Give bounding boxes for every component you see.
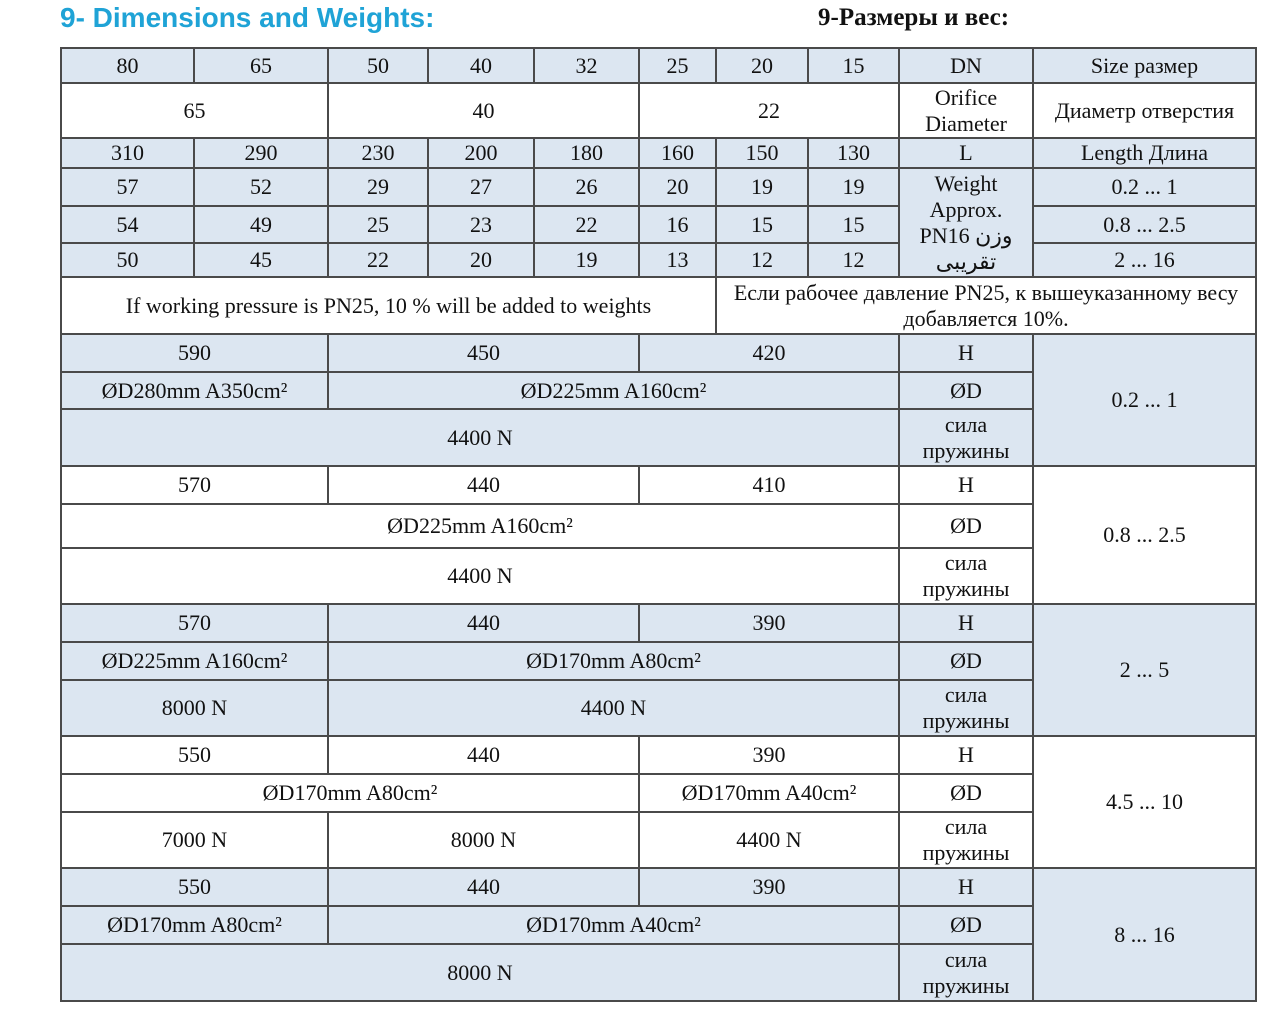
- h-cell: 420: [639, 334, 899, 372]
- weight-cell: 57: [61, 168, 194, 206]
- length-cell: 130: [808, 138, 899, 168]
- table-row-length: [61, 138, 1256, 168]
- row-label-h: H: [899, 334, 1033, 372]
- length-cell: 290: [194, 138, 328, 168]
- h-cell: 440: [328, 604, 639, 642]
- column-header-size: Size размер: [1033, 48, 1256, 83]
- table-row-h: [61, 466, 1256, 504]
- od-cell: ØD170mm A80cm²: [61, 774, 639, 812]
- weight-cell: 26: [534, 168, 639, 206]
- weight-cell: 16: [639, 206, 716, 243]
- weight-cell: 13: [639, 243, 716, 277]
- weight-cell: 19: [534, 243, 639, 277]
- h-cell: 390: [639, 604, 899, 642]
- spring-cell: 8000 N: [61, 680, 328, 736]
- weight-cell: 27: [428, 168, 534, 206]
- h-cell: 440: [328, 868, 639, 906]
- h-cell: 550: [61, 868, 328, 906]
- row-label-h: H: [899, 736, 1033, 774]
- h-cell: 440: [328, 736, 639, 774]
- spring-cell: 7000 N: [61, 812, 328, 868]
- weight-size-range: 2 ... 16: [1033, 243, 1256, 277]
- weight-cell: 23: [428, 206, 534, 243]
- block-size-range: 2 ... 5: [1033, 604, 1256, 736]
- weight-cell: 29: [328, 168, 428, 206]
- h-cell: 440: [328, 466, 639, 504]
- od-cell: ØD170mm A80cm²: [328, 642, 899, 680]
- dn-cell: 25: [639, 48, 716, 83]
- weight-cell: 50: [61, 243, 194, 277]
- h-cell: 410: [639, 466, 899, 504]
- orifice-size-label: Диаметр отверстия: [1033, 83, 1256, 138]
- table-row-weight: [61, 243, 1256, 277]
- block-size-range: 8 ... 16: [1033, 868, 1256, 1001]
- dn-cell: 20: [716, 48, 808, 83]
- block-size-range: 0.8 ... 2.5: [1033, 466, 1256, 604]
- weight-cell: 22: [534, 206, 639, 243]
- row-label-h: H: [899, 604, 1033, 642]
- length-cell: 160: [639, 138, 716, 168]
- row-label-od: ØD: [899, 642, 1033, 680]
- table-row-note: [61, 277, 1256, 334]
- weight-cell: 52: [194, 168, 328, 206]
- od-cell: ØD280mm A350cm²: [61, 372, 328, 409]
- row-label-spring: сила пружины: [899, 680, 1033, 736]
- orifice-cell: 22: [639, 83, 899, 138]
- spring-cell: 4400 N: [61, 548, 899, 604]
- row-label-spring: сила пружины: [899, 812, 1033, 868]
- weight-cell: 15: [716, 206, 808, 243]
- spring-cell: 8000 N: [61, 944, 899, 1001]
- row-label-od: ØD: [899, 906, 1033, 944]
- row-label-od: ØD: [899, 774, 1033, 812]
- h-cell: 390: [639, 868, 899, 906]
- weight-cell: 19: [716, 168, 808, 206]
- weight-size-range: 0.2 ... 1: [1033, 168, 1256, 206]
- length-cell: 200: [428, 138, 534, 168]
- table-row-dn: [61, 48, 1256, 83]
- dn-cell: 50: [328, 48, 428, 83]
- block-size-range: 4.5 ... 10: [1033, 736, 1256, 868]
- row-label-spring: сила пружины: [899, 409, 1033, 466]
- weight-cell: 49: [194, 206, 328, 243]
- od-cell: ØD170mm A80cm²: [61, 906, 328, 944]
- row-label-od: ØD: [899, 504, 1033, 548]
- weight-cell: 20: [639, 168, 716, 206]
- spring-cell: 4400 N: [328, 680, 899, 736]
- weight-size-range: 0.8 ... 2.5: [1033, 206, 1256, 243]
- length-cell: 230: [328, 138, 428, 168]
- row-label-h: H: [899, 868, 1033, 906]
- od-cell: ØD225mm A160cm²: [61, 504, 899, 548]
- h-cell: 390: [639, 736, 899, 774]
- note-en: If working pressure is PN25, 10 % will be added to weights: [61, 277, 716, 334]
- dn-cell: 40: [428, 48, 534, 83]
- h-cell: 570: [61, 604, 328, 642]
- table-row-h: [61, 334, 1256, 372]
- h-cell: 450: [328, 334, 639, 372]
- h-cell: 590: [61, 334, 328, 372]
- table-row-h: [61, 868, 1256, 906]
- orifice-cell: 65: [61, 83, 328, 138]
- h-cell: 550: [61, 736, 328, 774]
- od-cell: ØD170mm A40cm²: [328, 906, 899, 944]
- dn-cell: 80: [61, 48, 194, 83]
- weight-cell: 20: [428, 243, 534, 277]
- note-ru: Если рабочее давление PN25, к вышеуказанному весу добавляется 10%.: [716, 277, 1256, 334]
- weight-cell: 22: [328, 243, 428, 277]
- spring-cell: 4400 N: [639, 812, 899, 868]
- page-heading-ru: 9-Размеры и вес:: [818, 4, 1010, 31]
- weight-cell: 12: [808, 243, 899, 277]
- table-row-weight: [61, 206, 1256, 243]
- row-label-length: L: [899, 138, 1033, 168]
- length-cell: 180: [534, 138, 639, 168]
- od-cell: ØD170mm A40cm²: [639, 774, 899, 812]
- row-label-od: ØD: [899, 372, 1033, 409]
- table-row-h: [61, 736, 1256, 774]
- length-cell: 310: [61, 138, 194, 168]
- row-label-spring: сила пружины: [899, 944, 1033, 1001]
- row-label-spring: сила пружины: [899, 548, 1033, 604]
- row-label-orifice: Orifice Diameter: [899, 83, 1033, 138]
- weight-cell: 45: [194, 243, 328, 277]
- orifice-cell: 40: [328, 83, 639, 138]
- row-label-h: H: [899, 466, 1033, 504]
- dimensions-weights-table: [60, 47, 1257, 1002]
- spring-cell: 8000 N: [328, 812, 639, 868]
- weight-cell: 12: [716, 243, 808, 277]
- od-cell: ØD225mm A160cm²: [328, 372, 899, 409]
- spring-cell: 4400 N: [61, 409, 899, 466]
- row-label-weight: Weight Approx. PN16 وزن تقریبی: [899, 168, 1033, 277]
- weight-cell: 15: [808, 206, 899, 243]
- h-cell: 570: [61, 466, 328, 504]
- dn-cell: 32: [534, 48, 639, 83]
- od-cell: ØD225mm A160cm²: [61, 642, 328, 680]
- dn-cell: 65: [194, 48, 328, 83]
- weight-cell: 19: [808, 168, 899, 206]
- row-label-dn: DN: [899, 48, 1033, 83]
- page-heading-en: 9- Dimensions and Weights:: [60, 2, 435, 33]
- weight-cell: 25: [328, 206, 428, 243]
- length-cell: 150: [716, 138, 808, 168]
- length-size-label: Length Длина: [1033, 138, 1256, 168]
- table-row-weight: [61, 168, 1256, 206]
- weight-cell: 54: [61, 206, 194, 243]
- block-size-range: 0.2 ... 1: [1033, 334, 1256, 466]
- table-row-h: [61, 604, 1256, 642]
- dn-cell: 15: [808, 48, 899, 83]
- table-row-orifice: [61, 83, 1256, 138]
